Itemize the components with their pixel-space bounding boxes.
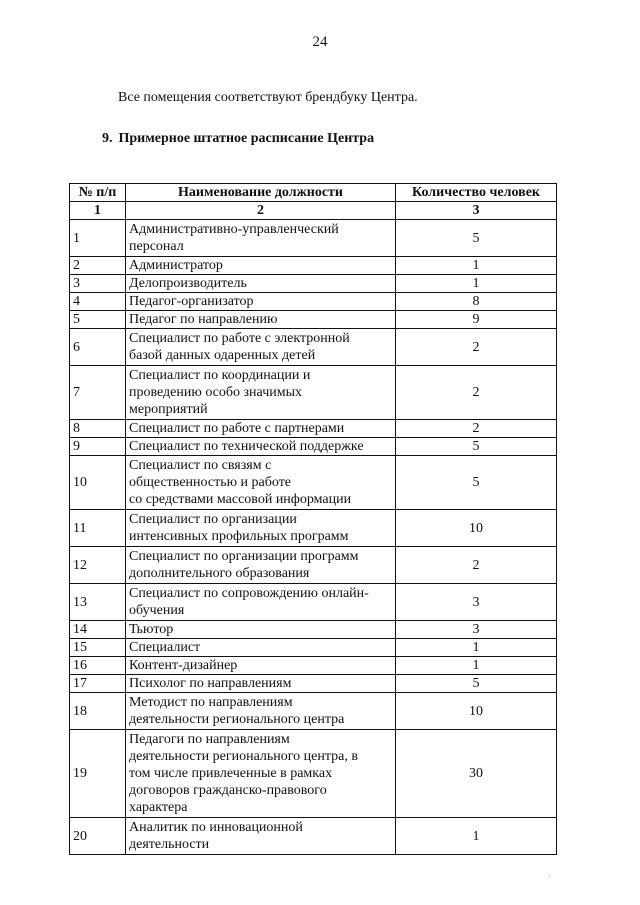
row-count: 1 [396, 818, 557, 855]
row-number: 14 [70, 621, 126, 639]
index-cell: 3 [396, 202, 557, 220]
row-position-name [126, 293, 396, 311]
table-row [70, 438, 557, 456]
row-position-name [126, 510, 396, 547]
position-name-line: Психолог по направлениям [129, 676, 292, 691]
table-row [70, 693, 557, 730]
row-number: 4 [70, 293, 126, 311]
position-name-line: деятельности [129, 837, 210, 852]
table-row [70, 366, 557, 420]
row-position-name [126, 366, 396, 420]
staff-table [69, 183, 557, 855]
row-count: 2 [396, 547, 557, 584]
row-position-name [126, 639, 396, 657]
position-name-line: мероприятий [129, 402, 208, 417]
index-cell: 1 [70, 202, 126, 220]
row-number: 15 [70, 639, 126, 657]
row-position-name [126, 730, 396, 818]
position-name-line: Аналитик по инновационной [129, 820, 303, 835]
row-count: 5 [396, 438, 557, 456]
row-position-name [126, 584, 396, 621]
index-cell: 2 [126, 202, 396, 220]
table-index-row [70, 202, 557, 220]
row-count: 1 [396, 657, 557, 675]
row-number: 12 [70, 547, 126, 584]
row-position-name [126, 818, 396, 855]
row-number: 18 [70, 693, 126, 730]
table-row [70, 657, 557, 675]
page-number: 24 [312, 34, 328, 50]
position-name-line: деятельности регионального центра, в [129, 749, 358, 764]
row-number: 20 [70, 818, 126, 855]
row-position-name [126, 438, 396, 456]
position-name-line: проведению особо значимых [129, 385, 302, 400]
row-number: 5 [70, 311, 126, 329]
position-name-line: Специалист по организации программ [129, 549, 359, 564]
table-row [70, 510, 557, 547]
position-name-line: со средствами массовой информации [129, 492, 352, 507]
table-row [70, 420, 557, 438]
row-position-name [126, 657, 396, 675]
position-name-line: интенсивных профильных программ [129, 529, 349, 544]
position-name-line: дополнительного образования [129, 566, 310, 581]
position-name-line: договоров гражданско-правового [129, 783, 327, 798]
row-count: 8 [396, 293, 557, 311]
table-row [70, 329, 557, 366]
row-position-name [126, 420, 396, 438]
header-count: Количество человек [396, 184, 557, 202]
row-count: 10 [396, 693, 557, 730]
position-name-line: Педагоги по направлениям [129, 732, 290, 747]
row-number: 3 [70, 275, 126, 293]
table-row [70, 456, 557, 510]
row-position-name [126, 311, 396, 329]
row-number: 17 [70, 675, 126, 693]
position-name-line: персонал [129, 239, 184, 254]
row-position-name [126, 456, 396, 510]
position-name-line: Специалист по технической поддержке [129, 439, 364, 454]
row-position-name [126, 547, 396, 584]
table-row [70, 257, 557, 275]
row-count: 1 [396, 257, 557, 275]
position-name-line: Тьютор [129, 622, 174, 637]
table-row [70, 584, 557, 621]
table-header-row [70, 184, 557, 202]
row-count: 5 [396, 675, 557, 693]
table-row [70, 818, 557, 855]
row-number: 1 [70, 220, 126, 257]
row-number: 9 [70, 438, 126, 456]
table-row [70, 730, 557, 818]
table-row [70, 639, 557, 657]
row-count: 9 [396, 311, 557, 329]
row-position-name [126, 257, 396, 275]
position-name-line: Специалист по сопровождению онлайн- [129, 586, 369, 601]
row-number: 11 [70, 510, 126, 547]
row-position-name [126, 275, 396, 293]
position-name-line: Специалист по работе с партнерами [129, 421, 345, 436]
table-row [70, 547, 557, 584]
section-number: 9. [102, 131, 113, 146]
row-count: 10 [396, 510, 557, 547]
table-body [70, 220, 557, 855]
intro-paragraph: Все помещения соответствуют брендбуку Центра. [118, 90, 418, 105]
position-name-line: Администратор [129, 258, 223, 273]
table-row [70, 275, 557, 293]
table-row [70, 621, 557, 639]
row-count: 30 [396, 730, 557, 818]
row-number: 2 [70, 257, 126, 275]
row-number: 19 [70, 730, 126, 818]
section-heading [102, 131, 374, 147]
row-count: 1 [396, 275, 557, 293]
position-name-line: Специалист по координации и [129, 368, 311, 383]
row-number: 7 [70, 366, 126, 420]
position-name-line: Методист по направлениям [129, 695, 293, 710]
position-name-line: Делопроизводитель [129, 276, 247, 291]
position-name-line: Специалист по работе с электронной [129, 331, 350, 346]
position-name-line: Специалист по организации [129, 512, 297, 527]
row-count: 3 [396, 621, 557, 639]
header-position: Наименование должности [126, 184, 396, 202]
position-name-line: Контент-дизайнер [129, 658, 238, 673]
row-number: 16 [70, 657, 126, 675]
position-name-line: деятельности регионального центра [129, 712, 345, 727]
row-number: 13 [70, 584, 126, 621]
position-name-line: Административно-управленческий [129, 222, 339, 237]
position-name-line: Педагог-организатор [129, 294, 254, 309]
row-position-name [126, 329, 396, 366]
position-name-line: Педагог по направлению [129, 312, 278, 327]
position-name-line: характера [129, 800, 188, 815]
row-count: 2 [396, 366, 557, 420]
position-name-line: базой данных одаренных детей [129, 348, 316, 363]
row-position-name [126, 693, 396, 730]
row-position-name [126, 621, 396, 639]
table-row [70, 293, 557, 311]
position-name-line: том числе привлеченные в рамках [129, 766, 333, 781]
row-count: 3 [396, 584, 557, 621]
row-count: 1 [396, 639, 557, 657]
section-title: Примерное штатное расписание Центра [118, 131, 375, 146]
table-row [70, 311, 557, 329]
row-count: 2 [396, 420, 557, 438]
row-number: 8 [70, 420, 126, 438]
position-name-line: обучения [129, 603, 185, 618]
row-count: 2 [396, 329, 557, 366]
table-row [70, 675, 557, 693]
row-position-name [126, 675, 396, 693]
row-count: 5 [396, 456, 557, 510]
header-number: № п/п [70, 184, 126, 202]
position-name-line: Специалист [129, 640, 201, 655]
row-number: 6 [70, 329, 126, 366]
position-name-line: Специалист по связям с [129, 458, 272, 473]
row-position-name [126, 220, 396, 257]
scan-mark: ·​ [548, 872, 552, 883]
row-number: 10 [70, 456, 126, 510]
row-count: 5 [396, 220, 557, 257]
table-row [70, 220, 557, 257]
position-name-line: общественностью и работе [129, 475, 292, 490]
